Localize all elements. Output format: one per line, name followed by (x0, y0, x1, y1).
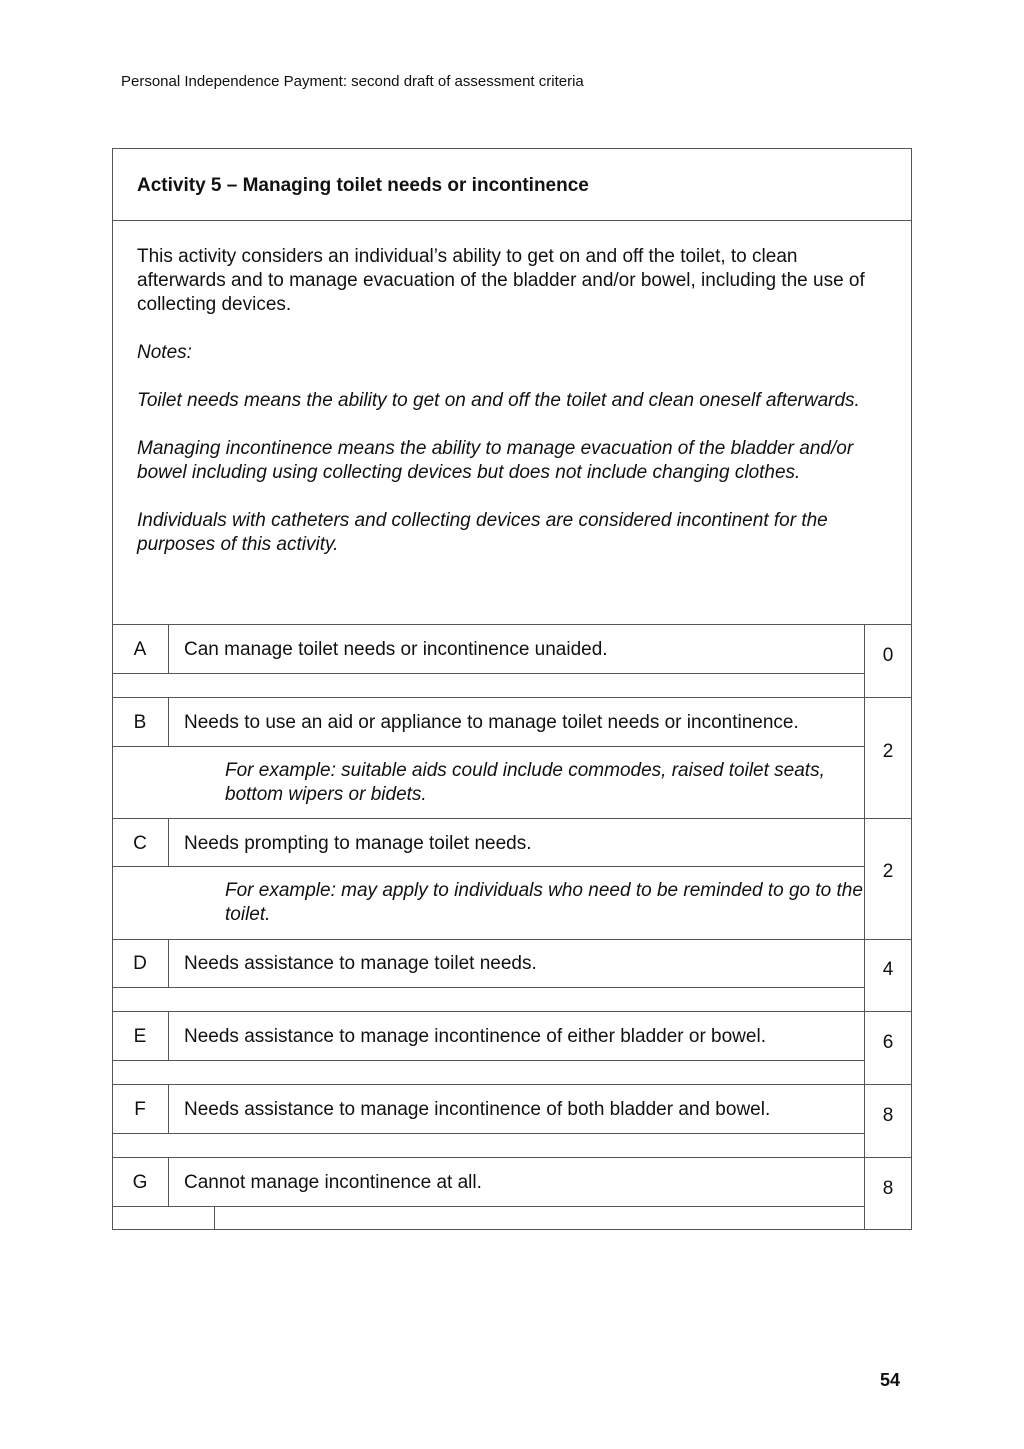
running-header: Personal Independence Payment: second draft of assessment criteria (121, 73, 584, 90)
descriptor-text-g: Cannot manage incontinence at all. (184, 1172, 482, 1193)
descriptor-letter-e: E (133, 1026, 147, 1047)
divider (112, 624, 912, 625)
row-divider (112, 1011, 912, 1012)
page-number: 54 (879, 1370, 900, 1390)
descriptor-letter-b: B (133, 712, 147, 733)
descriptor-text-c: Needs prompting to manage toilet needs. (184, 833, 532, 854)
descriptor-points-e: 6 (882, 1032, 894, 1053)
activity-table (112, 148, 912, 1230)
letter-divider (168, 697, 169, 746)
descriptor-letter-a: A (133, 639, 147, 660)
row-divider (112, 987, 864, 988)
activity-title: Activity 5 – Managing toilet needs or incontinence (137, 175, 589, 196)
row-divider (112, 939, 912, 940)
descriptor-example-b: For example: suitable aids could include commodes, raised toilet seats, bottom wipers or bidets. (225, 760, 825, 805)
descriptor-points-a: 0 (882, 645, 894, 666)
descriptor-letter-f: F (134, 1099, 146, 1120)
descriptor-text-e: Needs assistance to manage incontinence of either bladder or bowel. (184, 1026, 766, 1047)
cell-divider (214, 1206, 215, 1230)
row-divider (112, 1060, 864, 1061)
activity-intro: This activity considers an individual’s ability to get on and off the toilet, to clean afterwards and to manage evacuation of the bladder and/or bowel, including the use of collecting devices. (137, 246, 865, 315)
letter-divider (168, 1011, 169, 1060)
table-border-top (112, 148, 912, 149)
descriptor-points-f: 8 (882, 1105, 894, 1126)
row-divider (112, 1206, 864, 1207)
letter-divider (168, 1084, 169, 1133)
descriptor-letter-d: D (133, 953, 147, 974)
row-divider (112, 746, 864, 747)
note-managing-incontinence: Managing incontinence means the ability to manage evacuation of the bladder and/or bowel including using collecting devices but does not include changing clothes. (137, 438, 854, 483)
descriptor-text-a: Can manage toilet needs or incontinence unaided. (184, 639, 608, 660)
descriptor-text-f: Needs assistance to manage incontinence of both bladder and bowel. (184, 1099, 771, 1120)
descriptor-text-b: Needs to use an aid or appliance to manage toilet needs or incontinence. (184, 712, 799, 733)
table-border-right (911, 148, 912, 1230)
letter-divider (168, 1157, 169, 1206)
table-border-bottom (112, 1229, 912, 1230)
table-border-left (112, 148, 113, 1230)
descriptor-points-d: 4 (882, 959, 894, 980)
note-catheters: Individuals with catheters and collecting devices are considered incontinent for the purposes of this activity. (137, 510, 828, 555)
divider (112, 220, 912, 221)
descriptor-text-d: Needs assistance to manage toilet needs. (184, 953, 537, 974)
row-divider (112, 1133, 864, 1134)
note-toilet-needs: Toilet needs means the ability to get on and off the toilet and clean oneself afterwards. (137, 390, 860, 411)
activity-intro-section (137, 245, 887, 581)
letter-divider (168, 624, 169, 673)
descriptor-letter-g: G (132, 1172, 148, 1193)
notes-label: Notes: (137, 342, 192, 363)
descriptor-points-g: 8 (882, 1178, 894, 1199)
row-divider (112, 1157, 912, 1158)
descriptor-points-c: 2 (882, 861, 894, 882)
descriptor-points-b: 2 (882, 741, 894, 762)
descriptor-example-c: For example: may apply to individuals who need to be reminded to go to the toilet. (225, 880, 863, 925)
row-divider (112, 866, 864, 867)
row-divider (112, 818, 912, 819)
letter-divider (168, 939, 169, 987)
descriptor-letter-c: C (133, 833, 147, 854)
row-divider (112, 697, 912, 698)
row-divider (112, 1084, 912, 1085)
letter-divider (168, 818, 169, 866)
row-divider (112, 673, 864, 674)
